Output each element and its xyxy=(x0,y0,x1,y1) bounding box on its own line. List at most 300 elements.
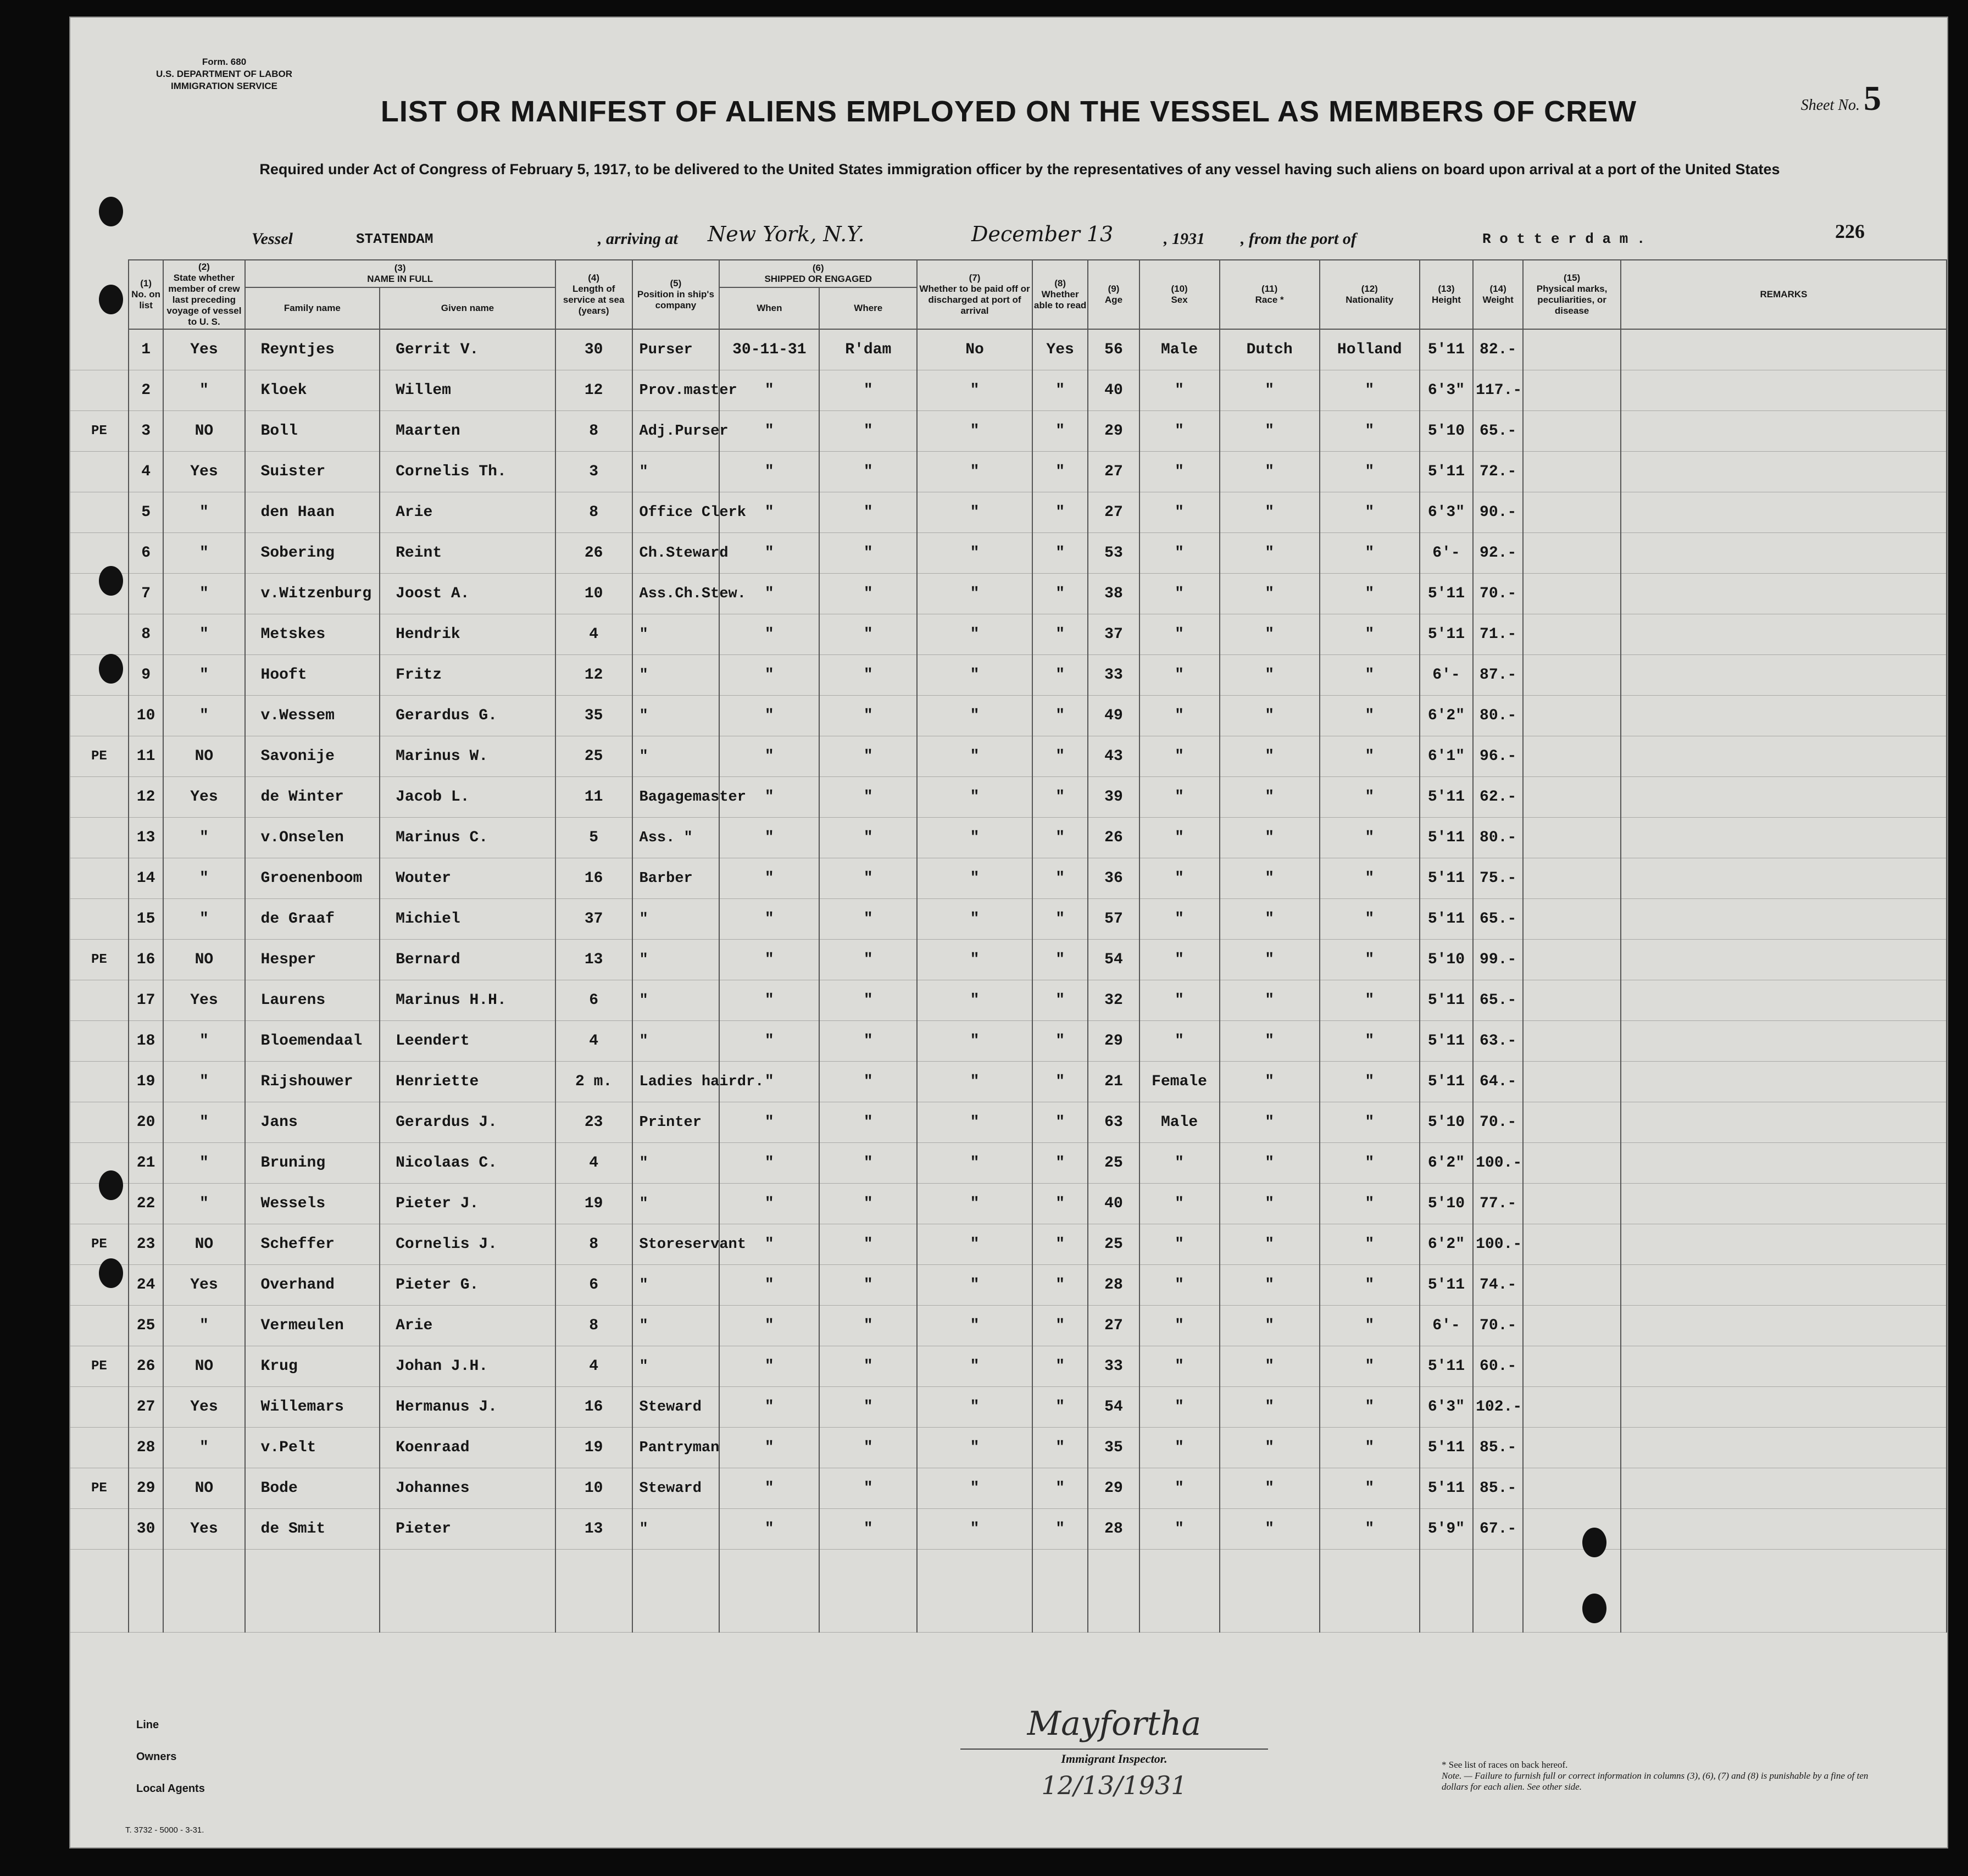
cell-height: 6'- xyxy=(1420,1306,1473,1346)
vessel-name: STATENDAM xyxy=(356,231,433,247)
cell-physical-marks xyxy=(1523,940,1621,980)
cell-able-read: " xyxy=(1032,1062,1088,1102)
cell-weight: 74.- xyxy=(1473,1265,1523,1306)
cell-prev-voyage: " xyxy=(163,818,244,858)
cell-age: 56 xyxy=(1088,329,1139,370)
cell-height: 5'11 xyxy=(1420,1346,1473,1387)
cell-able-read: " xyxy=(1032,980,1088,1021)
col-label: Nationality xyxy=(1346,295,1394,305)
cell-able-read: " xyxy=(1032,858,1088,899)
cell-nationality: " xyxy=(1320,1468,1420,1509)
cell-race: " xyxy=(1220,614,1320,655)
cell-service: 13 xyxy=(555,1509,632,1550)
cell-prev-voyage: Yes xyxy=(163,980,244,1021)
cell-service: 10 xyxy=(555,1468,632,1509)
cell-where: " xyxy=(819,1184,917,1224)
cell-physical-marks xyxy=(1523,696,1621,736)
department-name: U.S. DEPARTMENT OF LABOR xyxy=(155,69,293,79)
col-header-shipped xyxy=(719,260,917,287)
cell-service: 2 m. xyxy=(555,1062,632,1102)
required-statement: Required under Act of Congress of February 5, 1917, to be delivered to the United States immigration officer by the representatives of any vessel having such aliens on board upon arrival at a port of the United States xyxy=(259,161,1780,177)
cell-given-name: Wouter xyxy=(380,858,555,899)
cell-service: 8 xyxy=(555,1224,632,1265)
cell-physical-marks xyxy=(1523,370,1621,411)
cell-weight: 71.- xyxy=(1473,614,1523,655)
blank-cell xyxy=(1032,1550,1088,1633)
cell-where: " xyxy=(819,533,917,574)
inspector-block xyxy=(960,1705,1268,1800)
cell-where: " xyxy=(819,1102,917,1143)
cell-race: " xyxy=(1220,696,1320,736)
cell-height: 6'3" xyxy=(1420,370,1473,411)
cell-service: 4 xyxy=(555,1346,632,1387)
cell-no: 20 xyxy=(129,1102,164,1143)
cell-no: 22 xyxy=(129,1184,164,1224)
cell-height: 5'11 xyxy=(1420,1428,1473,1468)
cell-where: " xyxy=(819,1509,917,1550)
cell-age: 49 xyxy=(1088,696,1139,736)
cell-given-name: Gerrit V. xyxy=(380,329,555,370)
cell-age: 63 xyxy=(1088,1102,1139,1143)
cell-when: " xyxy=(719,1306,819,1346)
cell-height: 5'11 xyxy=(1420,452,1473,492)
cell-remarks xyxy=(1621,858,1947,899)
col-header-age xyxy=(1088,260,1139,329)
cell-where: " xyxy=(819,1306,917,1346)
cell-age: 40 xyxy=(1088,1184,1139,1224)
cell-family-name: Hooft xyxy=(245,655,380,696)
cell-remarks xyxy=(1621,1265,1947,1306)
blank-cell xyxy=(1220,1550,1320,1633)
cell-able-read: " xyxy=(1032,736,1088,777)
blank-cell xyxy=(129,1550,164,1633)
cell-where: " xyxy=(819,777,917,818)
cell-sex: " xyxy=(1139,492,1220,533)
cell-paid-off: " xyxy=(917,411,1032,452)
cell-nationality: " xyxy=(1320,736,1420,777)
cell-when: " xyxy=(719,1062,819,1102)
cell-height: 5'11 xyxy=(1420,1062,1473,1102)
col-number: (9) xyxy=(1108,284,1120,294)
cell-race: " xyxy=(1220,533,1320,574)
manifest-sheet xyxy=(69,16,1948,1849)
left-margin-cell xyxy=(70,1021,129,1062)
cell-where: " xyxy=(819,1265,917,1306)
col-number: (15) xyxy=(1563,273,1581,283)
cell-given-name: Nicolaas C. xyxy=(380,1143,555,1184)
cell-when: " xyxy=(719,370,819,411)
cell-family-name: Savonije xyxy=(245,736,380,777)
cell-family-name: v.Pelt xyxy=(245,1428,380,1468)
cell-sex: " xyxy=(1139,370,1220,411)
left-margin-cell xyxy=(70,614,129,655)
blank-cell xyxy=(1473,1550,1523,1633)
cell-race: " xyxy=(1220,1102,1320,1143)
blank-row xyxy=(70,1550,1947,1633)
col-number: (10) xyxy=(1171,284,1188,294)
cell-sex: Male xyxy=(1139,329,1220,370)
table-row xyxy=(70,1102,1947,1143)
cell-physical-marks xyxy=(1523,1102,1621,1143)
cell-sex: " xyxy=(1139,1387,1220,1428)
cell-race: " xyxy=(1220,1306,1320,1346)
blank-cell xyxy=(555,1550,632,1633)
cell-given-name: Leendert xyxy=(380,1021,555,1062)
cell-when: " xyxy=(719,533,819,574)
col-number: (11) xyxy=(1261,284,1278,294)
cell-paid-off: " xyxy=(917,533,1032,574)
cell-position: Purser xyxy=(632,329,720,370)
cell-no: 3 xyxy=(129,411,164,452)
races-note: * See list of races on back hereof. xyxy=(1442,1760,1568,1770)
table-row xyxy=(70,696,1947,736)
cell-weight: 117.- xyxy=(1473,370,1523,411)
cell-physical-marks xyxy=(1523,899,1621,940)
table-row xyxy=(70,533,1947,574)
cell-given-name: Willem xyxy=(380,370,555,411)
blank-cell xyxy=(1088,1550,1139,1633)
cell-height: 6'2" xyxy=(1420,696,1473,736)
cell-family-name: Scheffer xyxy=(245,1224,380,1265)
cell-when: " xyxy=(719,899,819,940)
cell-given-name: Pieter xyxy=(380,1509,555,1550)
col-header-when: When xyxy=(719,287,819,329)
cell-position: " xyxy=(632,940,720,980)
cell-position: " xyxy=(632,614,720,655)
left-margin-cell xyxy=(70,452,129,492)
cell-sex: " xyxy=(1139,1143,1220,1184)
cell-height: 6'2" xyxy=(1420,1143,1473,1184)
table-row xyxy=(70,736,1947,777)
col-number: (1) xyxy=(140,278,152,288)
page-title: LIST OR MANIFEST OF ALIENS EMPLOYED ON THE VESSEL AS MEMBERS OF CREW xyxy=(380,95,1637,128)
cell-position: Ch.Steward xyxy=(632,533,720,574)
cell-prev-voyage: Yes xyxy=(163,329,244,370)
cell-physical-marks xyxy=(1523,492,1621,533)
punch-hole xyxy=(99,1170,123,1200)
cell-height: 6'2" xyxy=(1420,1224,1473,1265)
cell-family-name: v.Witzenburg xyxy=(245,574,380,614)
cell-nationality: " xyxy=(1320,614,1420,655)
cell-position: " xyxy=(632,1346,720,1387)
cell-prev-voyage: " xyxy=(163,574,244,614)
cell-sex: " xyxy=(1139,1224,1220,1265)
table-row xyxy=(70,614,1947,655)
table-row xyxy=(70,818,1947,858)
blank-cell xyxy=(1420,1550,1473,1633)
cell-height: 5'11 xyxy=(1420,574,1473,614)
left-margin-cell xyxy=(70,899,129,940)
cell-nationality: " xyxy=(1320,1021,1420,1062)
cell-nationality: " xyxy=(1320,1143,1420,1184)
cell-sex: " xyxy=(1139,411,1220,452)
cell-able-read: " xyxy=(1032,411,1088,452)
cell-prev-voyage: " xyxy=(163,1062,244,1102)
cell-family-name: den Haan xyxy=(245,492,380,533)
cell-service: 16 xyxy=(555,858,632,899)
cell-no: 2 xyxy=(129,370,164,411)
cell-able-read: " xyxy=(1032,452,1088,492)
cell-service: 37 xyxy=(555,899,632,940)
cell-family-name: Kloek xyxy=(245,370,380,411)
cell-weight: 100.- xyxy=(1473,1143,1523,1184)
cell-prev-voyage: " xyxy=(163,492,244,533)
cell-race: " xyxy=(1220,818,1320,858)
cell-service: 10 xyxy=(555,574,632,614)
cell-height: 6'3" xyxy=(1420,492,1473,533)
cell-no: 12 xyxy=(129,777,164,818)
cell-sex: " xyxy=(1139,940,1220,980)
blank-cell xyxy=(380,1550,555,1633)
cell-remarks xyxy=(1621,736,1947,777)
cell-service: 4 xyxy=(555,1021,632,1062)
cell-remarks xyxy=(1621,696,1947,736)
cell-no: 5 xyxy=(129,492,164,533)
cell-sex: " xyxy=(1139,858,1220,899)
cell-family-name: v.Onselen xyxy=(245,818,380,858)
cell-race: Dutch xyxy=(1220,329,1320,370)
cell-race: " xyxy=(1220,940,1320,980)
cell-sex: " xyxy=(1139,614,1220,655)
inspector-signature: Mayfortha xyxy=(1027,1705,1202,1743)
cell-remarks xyxy=(1621,370,1947,411)
punch-hole xyxy=(99,1258,123,1288)
cell-nationality: " xyxy=(1320,411,1420,452)
col-label: Race * xyxy=(1255,295,1284,305)
cell-sex: " xyxy=(1139,533,1220,574)
cell-position: " xyxy=(632,736,720,777)
cell-weight: 87.- xyxy=(1473,655,1523,696)
cell-prev-voyage: " xyxy=(163,899,244,940)
cell-where: " xyxy=(819,655,917,696)
cell-race: " xyxy=(1220,452,1320,492)
arrival-year: , 1931 xyxy=(1164,230,1205,248)
col-label: NAME IN FULL xyxy=(367,274,433,284)
cell-no: 13 xyxy=(129,818,164,858)
cell-race: " xyxy=(1220,858,1320,899)
cell-nationality: " xyxy=(1320,1062,1420,1102)
cell-prev-voyage: " xyxy=(163,655,244,696)
cell-paid-off: " xyxy=(917,452,1032,492)
cell-where: " xyxy=(819,1468,917,1509)
col-header-able-read xyxy=(1032,260,1088,329)
cell-no: 26 xyxy=(129,1346,164,1387)
cell-paid-off: " xyxy=(917,1265,1032,1306)
cell-age: 37 xyxy=(1088,614,1139,655)
cell-physical-marks xyxy=(1523,1306,1621,1346)
cell-age: 32 xyxy=(1088,980,1139,1021)
col-header-no xyxy=(129,260,164,329)
cell-service: 6 xyxy=(555,1265,632,1306)
cell-nationality: " xyxy=(1320,370,1420,411)
cell-sex: " xyxy=(1139,1468,1220,1509)
cell-where: R'dam xyxy=(819,329,917,370)
cell-paid-off: " xyxy=(917,858,1032,899)
cell-paid-off: " xyxy=(917,1468,1032,1509)
cell-paid-off: " xyxy=(917,1102,1032,1143)
cell-nationality: " xyxy=(1320,899,1420,940)
cell-physical-marks xyxy=(1523,1346,1621,1387)
pe-mark: PE xyxy=(70,736,129,777)
cell-able-read: " xyxy=(1032,1265,1088,1306)
cell-weight: 85.- xyxy=(1473,1468,1523,1509)
col-header-nationality xyxy=(1320,260,1420,329)
cell-able-read: " xyxy=(1032,1102,1088,1143)
cell-prev-voyage: Yes xyxy=(163,777,244,818)
cell-no: 6 xyxy=(129,533,164,574)
cell-physical-marks xyxy=(1523,1224,1621,1265)
cell-service: 11 xyxy=(555,777,632,818)
arriving-label: , arriving at xyxy=(598,230,678,248)
table-row xyxy=(70,1265,1947,1306)
cell-service: 12 xyxy=(555,370,632,411)
punch-hole xyxy=(99,654,123,684)
col-label: REMARKS xyxy=(1760,289,1808,299)
cell-remarks xyxy=(1621,1509,1947,1550)
cell-weight: 65.- xyxy=(1473,899,1523,940)
cell-service: 25 xyxy=(555,736,632,777)
cell-paid-off: " xyxy=(917,980,1032,1021)
cell-nationality: " xyxy=(1320,452,1420,492)
blank-cell xyxy=(1139,1550,1220,1633)
cell-service: 8 xyxy=(555,411,632,452)
cell-remarks xyxy=(1621,1428,1947,1468)
cell-physical-marks xyxy=(1523,1143,1621,1184)
cell-nationality: " xyxy=(1320,1509,1420,1550)
cell-height: 5'11 xyxy=(1420,899,1473,940)
cell-where: " xyxy=(819,899,917,940)
cell-service: 4 xyxy=(555,614,632,655)
cell-position: Printer xyxy=(632,1102,720,1143)
cell-given-name: Arie xyxy=(380,1306,555,1346)
cell-nationality: " xyxy=(1320,1224,1420,1265)
cell-paid-off: " xyxy=(917,574,1032,614)
cell-remarks xyxy=(1621,818,1947,858)
cell-height: 5'11 xyxy=(1420,1021,1473,1062)
cell-weight: 70.- xyxy=(1473,574,1523,614)
cell-where: " xyxy=(819,736,917,777)
form-identifier xyxy=(131,56,318,92)
cell-height: 6'- xyxy=(1420,533,1473,574)
cell-remarks xyxy=(1621,329,1947,370)
cell-able-read: " xyxy=(1032,1346,1088,1387)
cell-paid-off: " xyxy=(917,940,1032,980)
cell-nationality: " xyxy=(1320,1428,1420,1468)
cell-no: 8 xyxy=(129,614,164,655)
col-header-remarks xyxy=(1621,260,1947,329)
cell-position: Adj.Purser xyxy=(632,411,720,452)
cell-weight: 96.- xyxy=(1473,736,1523,777)
cell-remarks xyxy=(1621,777,1947,818)
cell-age: 54 xyxy=(1088,940,1139,980)
cell-paid-off: " xyxy=(917,899,1032,940)
cell-physical-marks xyxy=(1523,1062,1621,1102)
cell-able-read: " xyxy=(1032,574,1088,614)
cell-family-name: Wessels xyxy=(245,1184,380,1224)
cell-given-name: Marinus W. xyxy=(380,736,555,777)
cell-physical-marks xyxy=(1523,818,1621,858)
cell-position: " xyxy=(632,1143,720,1184)
cell-remarks xyxy=(1621,980,1947,1021)
cell-where: " xyxy=(819,492,917,533)
table-row xyxy=(70,1509,1947,1550)
cell-when: " xyxy=(719,1021,819,1062)
stamp-number: 226 xyxy=(1835,220,1865,242)
footnotes xyxy=(1442,1760,1876,1792)
cell-service: 16 xyxy=(555,1387,632,1428)
cell-nationality: " xyxy=(1320,1346,1420,1387)
cell-race: " xyxy=(1220,1468,1320,1509)
punch-hole xyxy=(1582,1594,1606,1623)
cell-prev-voyage: Yes xyxy=(163,452,244,492)
cell-physical-marks xyxy=(1523,1184,1621,1224)
cell-family-name: Overhand xyxy=(245,1265,380,1306)
col-number: (14) xyxy=(1489,284,1506,294)
cell-able-read: " xyxy=(1032,614,1088,655)
cell-family-name: de Graaf xyxy=(245,899,380,940)
table-row xyxy=(70,1468,1947,1509)
cell-paid-off: " xyxy=(917,1387,1032,1428)
cell-age: 21 xyxy=(1088,1062,1139,1102)
cell-position: Pantryman xyxy=(632,1428,720,1468)
cell-remarks xyxy=(1621,899,1947,940)
cell-remarks xyxy=(1621,1143,1947,1184)
cell-nationality: " xyxy=(1320,1306,1420,1346)
table-row xyxy=(70,1346,1947,1387)
cell-given-name: Henriette xyxy=(380,1062,555,1102)
cell-remarks xyxy=(1621,940,1947,980)
cell-height: 5'10 xyxy=(1420,940,1473,980)
cell-able-read: " xyxy=(1032,1468,1088,1509)
cell-weight: 70.- xyxy=(1473,1102,1523,1143)
cell-prev-voyage: Yes xyxy=(163,1265,244,1306)
cell-when: " xyxy=(719,492,819,533)
cell-remarks xyxy=(1621,1468,1947,1509)
cell-height: 5'11 xyxy=(1420,1265,1473,1306)
cell-when: " xyxy=(719,452,819,492)
cell-race: " xyxy=(1220,1346,1320,1387)
cell-no: 4 xyxy=(129,452,164,492)
cell-race: " xyxy=(1220,1143,1320,1184)
table-row xyxy=(70,858,1947,899)
form-number: Form. 680 xyxy=(202,57,247,67)
cell-weight: 72.- xyxy=(1473,452,1523,492)
cell-nationality: " xyxy=(1320,1265,1420,1306)
col-header-given-name: Given name xyxy=(380,287,555,329)
cell-family-name: Hesper xyxy=(245,940,380,980)
table-row xyxy=(70,655,1947,696)
cell-age: 29 xyxy=(1088,1021,1139,1062)
cell-race: " xyxy=(1220,899,1320,940)
cell-weight: 75.- xyxy=(1473,858,1523,899)
cell-age: 43 xyxy=(1088,736,1139,777)
cell-when: " xyxy=(719,696,819,736)
cell-where: " xyxy=(819,1062,917,1102)
col-number: (6) xyxy=(812,263,824,273)
cell-service: 23 xyxy=(555,1102,632,1143)
cell-no: 27 xyxy=(129,1387,164,1428)
cell-no: 14 xyxy=(129,858,164,899)
cell-prev-voyage: NO xyxy=(163,1224,244,1265)
cell-physical-marks xyxy=(1523,736,1621,777)
cell-age: 28 xyxy=(1088,1265,1139,1306)
cell-position: " xyxy=(632,1021,720,1062)
cell-sex: " xyxy=(1139,1021,1220,1062)
cell-paid-off: " xyxy=(917,1184,1032,1224)
cell-where: " xyxy=(819,370,917,411)
cell-given-name: Reint xyxy=(380,533,555,574)
cell-position: Bagagemaster xyxy=(632,777,720,818)
